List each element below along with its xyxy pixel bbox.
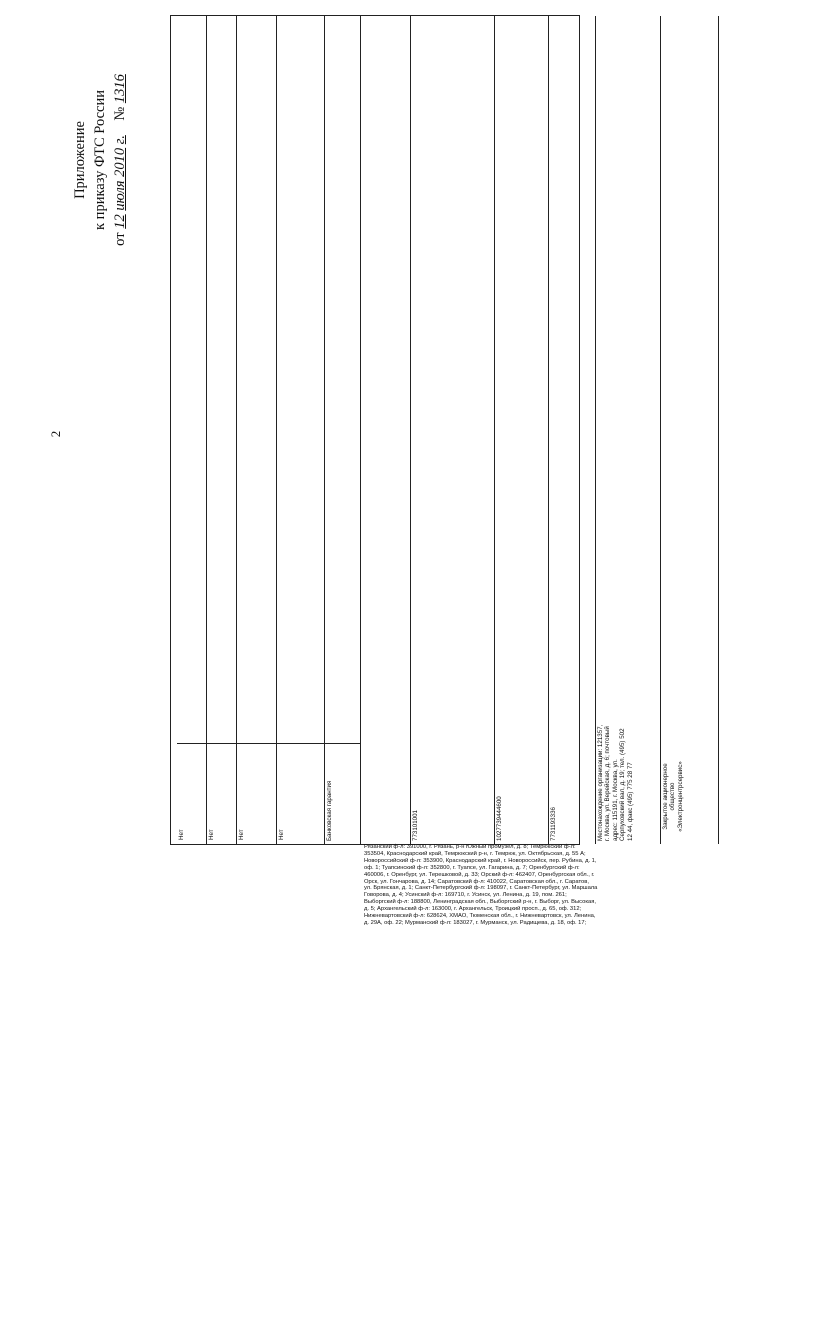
branch-list: Рязанский ф-л: 391000, г. Рязань, р-н Южный промузел, д. 8; Темрюкский ф-л: 353504, Краснодарский край, Темрюкский р-н, г. Темрюк, ул. Октябрьская, д. 55 А; Новороссийский ф-л: 353900, Краснодарский край, г. Новороссийск, пер. Рубина, д. 1, оф. 1; Туапсинский ф-л: 352800, г. Туапсе, ул. Гагарина, д. 7; Оренбургский ф-л: 460006, г. Оренбург, ул. Терешковой, д. 33; Орский ф-л: 462407, Оренбургская обл., г. Орск, ул. Гончарова, д. 14; Саратовский ф-л: 410022, Саратовская обл., г. Саратов, ул. Брянская, д. 1; Санкт-Петербургский ф-л: 198097, г. Санкт-Петербург, ул. Маршала Говорова, д. 4; Усинский ф-л: 169710, г. Усинск, ул. Ленина, д. 19, пом. 261; Выборгский ф-л: 188800, Ленинградская обл., Выборгский р-н, г. Выборг, ул. Высокая, д. 5; Архангельский ф-л: 163000, г. Архангельск, Троицкий просп., д. 65, оф. 312; Нижневартовский ф-л: 628624, ХМАО, Тюменская обл., г. Нижневартовск, ул. Ленина, д. 29А, оф. 22; Мурманский ф-л: 183027, г. Мурманск, ул. Радищева, д. 18, оф. 17; — [364, 844, 600, 926]
registry-grid — [170, 15, 684, 926]
appendix-heading — [70, 35, 140, 285]
order-number: 1316 — [112, 74, 128, 104]
number-prefix: № — [112, 106, 128, 121]
registry-table — [170, 15, 684, 926]
date-day: 12 — [112, 214, 128, 229]
date-prefix: от — [112, 232, 128, 246]
cell-flag-1: Нет — [277, 16, 325, 844]
cell-flag-3: Нет — [207, 16, 237, 844]
cell-address: Местонахождение организации: 121357, г. Москва, ул. Верейская, д. 6; почтовый адрес: 115191, г. Москва, ул. Серпуховский вал, д. 19; тел. (495) 502 12 44, факс (495) 775 28 77 — [596, 16, 661, 844]
cell-name: Закрытое акционерное общество «Электронцентрсервис» — [661, 16, 719, 844]
cell-ogrn: 1027739444600 — [495, 16, 549, 844]
heading-line-3 — [110, 35, 130, 285]
cell-kpp: 773101001 — [411, 16, 495, 844]
heading-line-1: Приложение — [72, 121, 88, 199]
page-number: 2 — [48, 430, 63, 438]
cell-flag-4: Нет — [177, 16, 207, 844]
heading-line-2: к приказу ФТС России — [92, 90, 108, 230]
cell-guarantee: Банковская гарантия — [325, 16, 361, 844]
cell-flag-2: Нет — [237, 16, 277, 844]
cell-index-block — [719, 16, 815, 844]
cell-inn: 7731193336 — [549, 16, 596, 844]
date-suffix: г. — [112, 135, 128, 145]
date-month-year: июля 2010 — [112, 147, 128, 211]
